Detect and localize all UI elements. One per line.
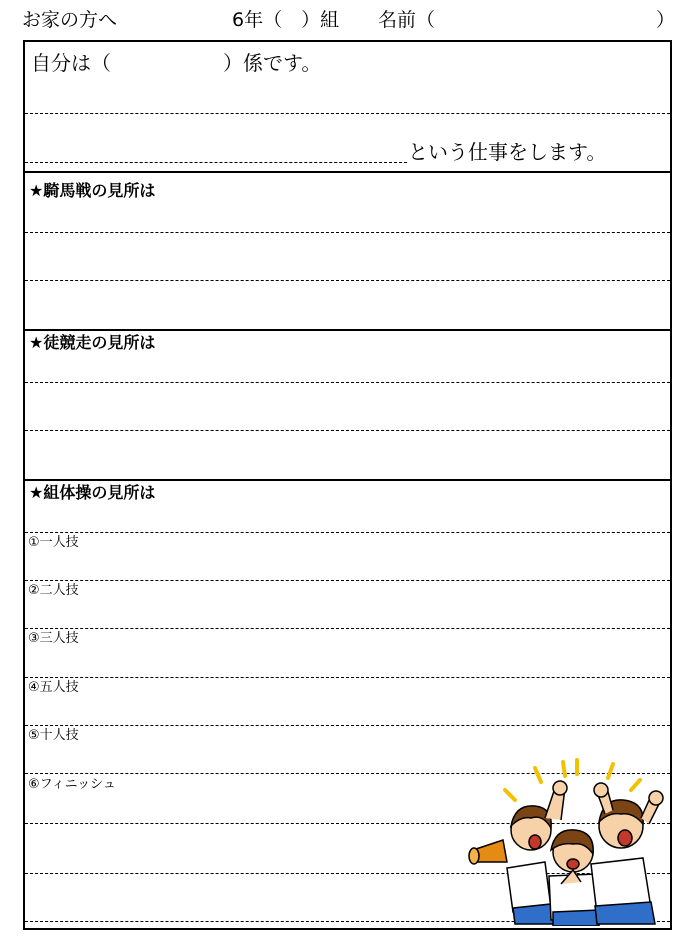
answer-line[interactable] [25,628,670,629]
answer-line[interactable] [25,280,670,281]
kumitaiso-item: ①一人技 [28,535,79,550]
answer-line[interactable] [25,580,670,581]
section-title-kumitaiso: ★組体操の見所は [29,483,156,502]
kibasen-section [23,171,672,329]
cheer-burst-lines [505,760,640,800]
role-answer-line[interactable] [25,113,670,114]
role-line1-suffix: ）係です。 [223,51,322,75]
role-answer-line[interactable] [25,162,407,163]
kid-right [591,783,663,924]
answer-line[interactable] [25,382,670,383]
header-name-close: ） [656,9,676,31]
kumitaiso-item: ②二人技 [28,583,79,598]
section-title-kyoso: ★徒競走の見所は [29,333,156,352]
kumitaiso-item: ④五人技 [28,680,79,695]
kyoso-section [23,329,672,479]
role-line1-prefix: 自分は（ [31,51,111,75]
header-grade-class: 6年（ ）組 [232,9,340,31]
role-section [23,40,672,171]
kumitaiso-item: ③三人技 [28,631,79,646]
section-title-kibasen: ★騎馬戦の見所は [29,181,156,200]
cheering-kids-illustration [465,758,670,926]
kumitaiso-item: ⑤十人技 [28,728,79,743]
header-name-label: 名前（ [378,9,436,31]
answer-line[interactable] [25,232,670,233]
answer-line[interactable] [25,430,670,431]
kumitaiso-item: ⑥フィニッシュ [28,777,116,792]
header-to: お家の方へ [22,9,118,31]
role-line2-suffix: という仕事をします。 [408,140,607,164]
answer-line[interactable] [25,532,670,533]
answer-line[interactable] [25,677,670,678]
megaphone-icon [469,840,507,864]
answer-line[interactable] [25,725,670,726]
